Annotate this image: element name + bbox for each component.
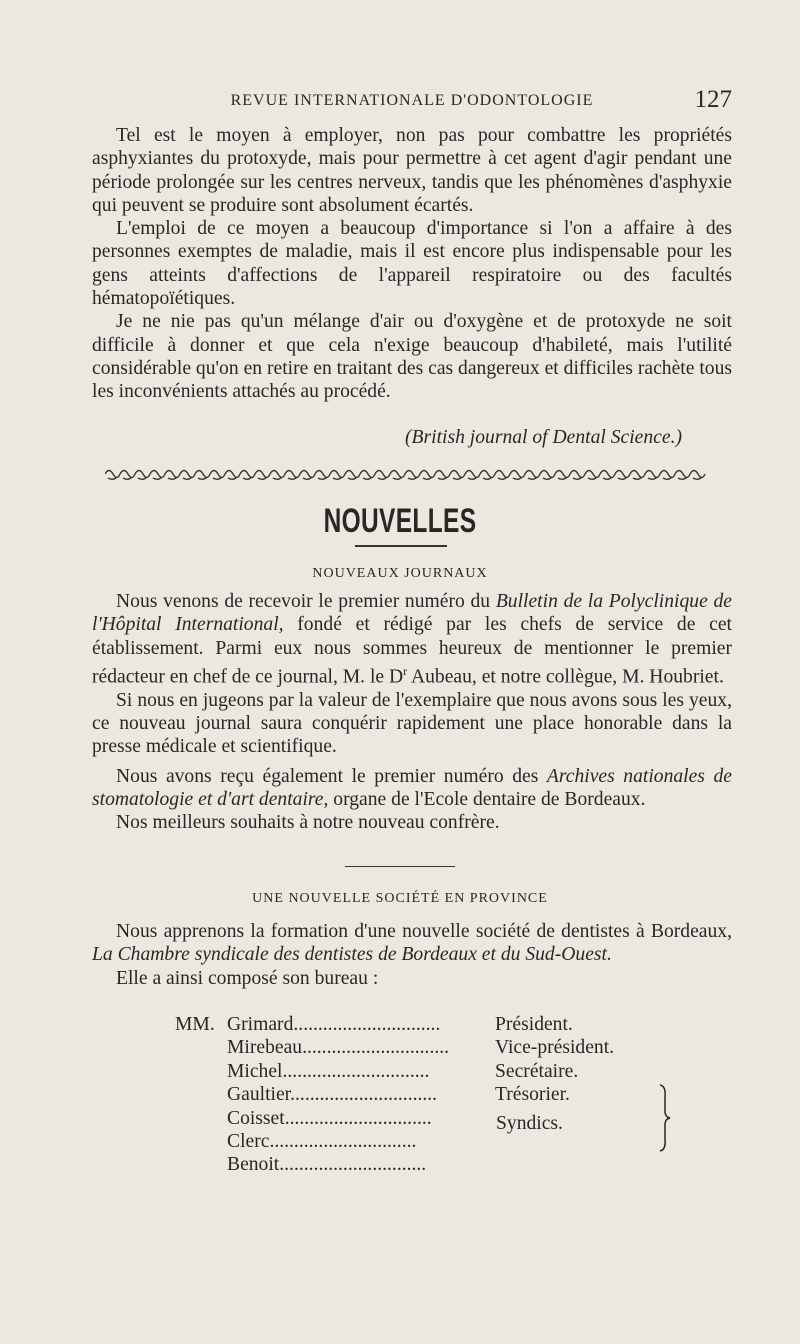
- intro-paragraph-1: Tel est le moyen à employer, non pas pour combattre les propriétés asphyxiantes du protoxyde, mais pour permettre à cet agent d'agir pendant une période prolongée sur les centres nerveux, tandis que les phénomènes d'asphyxie qui peuvent se produire sont absolument écartés.: [92, 125, 732, 216]
- member-role: Secrétaire.: [495, 1060, 579, 1082]
- member-name-text: Mirebeau: [227, 1037, 303, 1059]
- source-citation: (British journal of Dental Science.): [405, 427, 682, 448]
- societe-text: [92, 920, 732, 990]
- bulletin-title: Bulletin de la Polyclinique de l'Hôpital International,: [92, 591, 732, 636]
- member-name: Mirebeau..............................: [227, 1037, 450, 1059]
- journaux-p1-start: Nous venons de recevoir le premier numéro du: [116, 591, 496, 612]
- member-name-text: Clerc: [227, 1130, 270, 1152]
- member-name: Clerc..............................: [227, 1130, 417, 1152]
- syndics-label: Syndics.: [496, 1113, 563, 1134]
- member-name: Michel..............................: [227, 1060, 430, 1082]
- member-name: Grimard..............................: [227, 1014, 441, 1035]
- journaux-paragraph-3: [92, 765, 732, 812]
- societe-paragraph-1: [92, 920, 732, 967]
- doctor-sup: r: [403, 663, 408, 678]
- intro-text: [92, 124, 732, 404]
- journaux-paragraph-1: [92, 590, 732, 689]
- member-role: Président.: [495, 1014, 573, 1035]
- member-name: Coisset..............................: [227, 1107, 432, 1129]
- running-title: REVUE INTERNATIONALE D'ODONTOLOGIE: [230, 92, 594, 109]
- member-name: Gaultier..............................: [227, 1084, 438, 1106]
- member-role: Trésorier.: [495, 1084, 570, 1106]
- archives-title: Archives nationales de stomatologie et d'art dentaire,: [92, 765, 732, 810]
- page-number: 127: [694, 86, 732, 113]
- journaux-paragraph-4: Nos meilleurs souhaits à notre nouveau confrère.: [116, 812, 500, 834]
- intro-paragraph-3: Je ne nie pas qu'un mélange d'air ou d'oxygène et de protoxyde ne soit difficile à donner et que cela n'exige beaucoup d'habileté, mais l'utilité considérable qu'on en retire en traitant des cas dangereux et difficiles rachète tous les inconvénients attachés au procédé.: [92, 311, 732, 403]
- chambre-title: La Chambre syndicale des dentistes de Bordeaux et du Sud-Ouest.: [92, 944, 612, 966]
- journaux-paragraph-2: Si nous en jugeons par la valeur de l'exemplaire que nous avons sous les yeux, ce nouveau journal saura conquérir rapidement une place honorable dans la presse médicale et scientifique.: [92, 689, 732, 758]
- member-name-text: Grimard: [227, 1014, 294, 1035]
- societe-p1-start: Nous apprenons la formation d'une nouvelle société de dentistes à Bordeaux,: [116, 921, 732, 942]
- intro-paragraph-2: L'emploi de ce moyen a beaucoup d'importance si l'on a affaire à des personnes exemptes de maladie, mais il est encore plus indispensable pour les gens atteints d'affections de l'appareil respiratoire ou des facultés hématopoïétiques.: [92, 218, 732, 310]
- journaux-p1-middle: fondé et rédigé par les chefs de service de cet établissement. Parmi eux nous sommes heureux de mentionner le premier rédacteur en chef de ce journal, M. le D: [92, 614, 732, 688]
- subhead-societe: UNE NOUVELLE SOCIÉTÉ EN PROVINCE: [252, 891, 548, 906]
- section-title: NOUVELLES: [323, 502, 477, 540]
- page-header: [92, 86, 732, 116]
- member-name-text: Gaultier: [227, 1084, 291, 1106]
- journaux-p1-end: Aubeau, et notre collègue, M. Houbriet.: [407, 666, 724, 688]
- mm-prefix: MM.: [175, 1014, 215, 1035]
- journaux-p3-start: Nous avons reçu également le premier numéro des: [116, 765, 547, 787]
- title-rule: [355, 545, 447, 547]
- ornament-divider: [105, 466, 710, 482]
- member-name-text: Michel: [227, 1060, 283, 1082]
- member-name-text: Coisset: [227, 1107, 285, 1129]
- societe-paragraph-2: Elle a ainsi composé son bureau :: [116, 967, 379, 989]
- journaux-p3-end: organe de l'Ecole dentaire de Bordeaux.: [328, 788, 646, 810]
- curly-brace-icon: [657, 1083, 671, 1153]
- subhead-journaux: NOUVEAUX JOURNAUX: [312, 566, 488, 581]
- member-role: Vice-président.: [495, 1037, 615, 1059]
- member-name: Benoit..............................: [227, 1154, 427, 1176]
- member-name-text: Benoit: [227, 1154, 280, 1176]
- journaux-text: [92, 590, 732, 835]
- section-separator: [345, 866, 455, 867]
